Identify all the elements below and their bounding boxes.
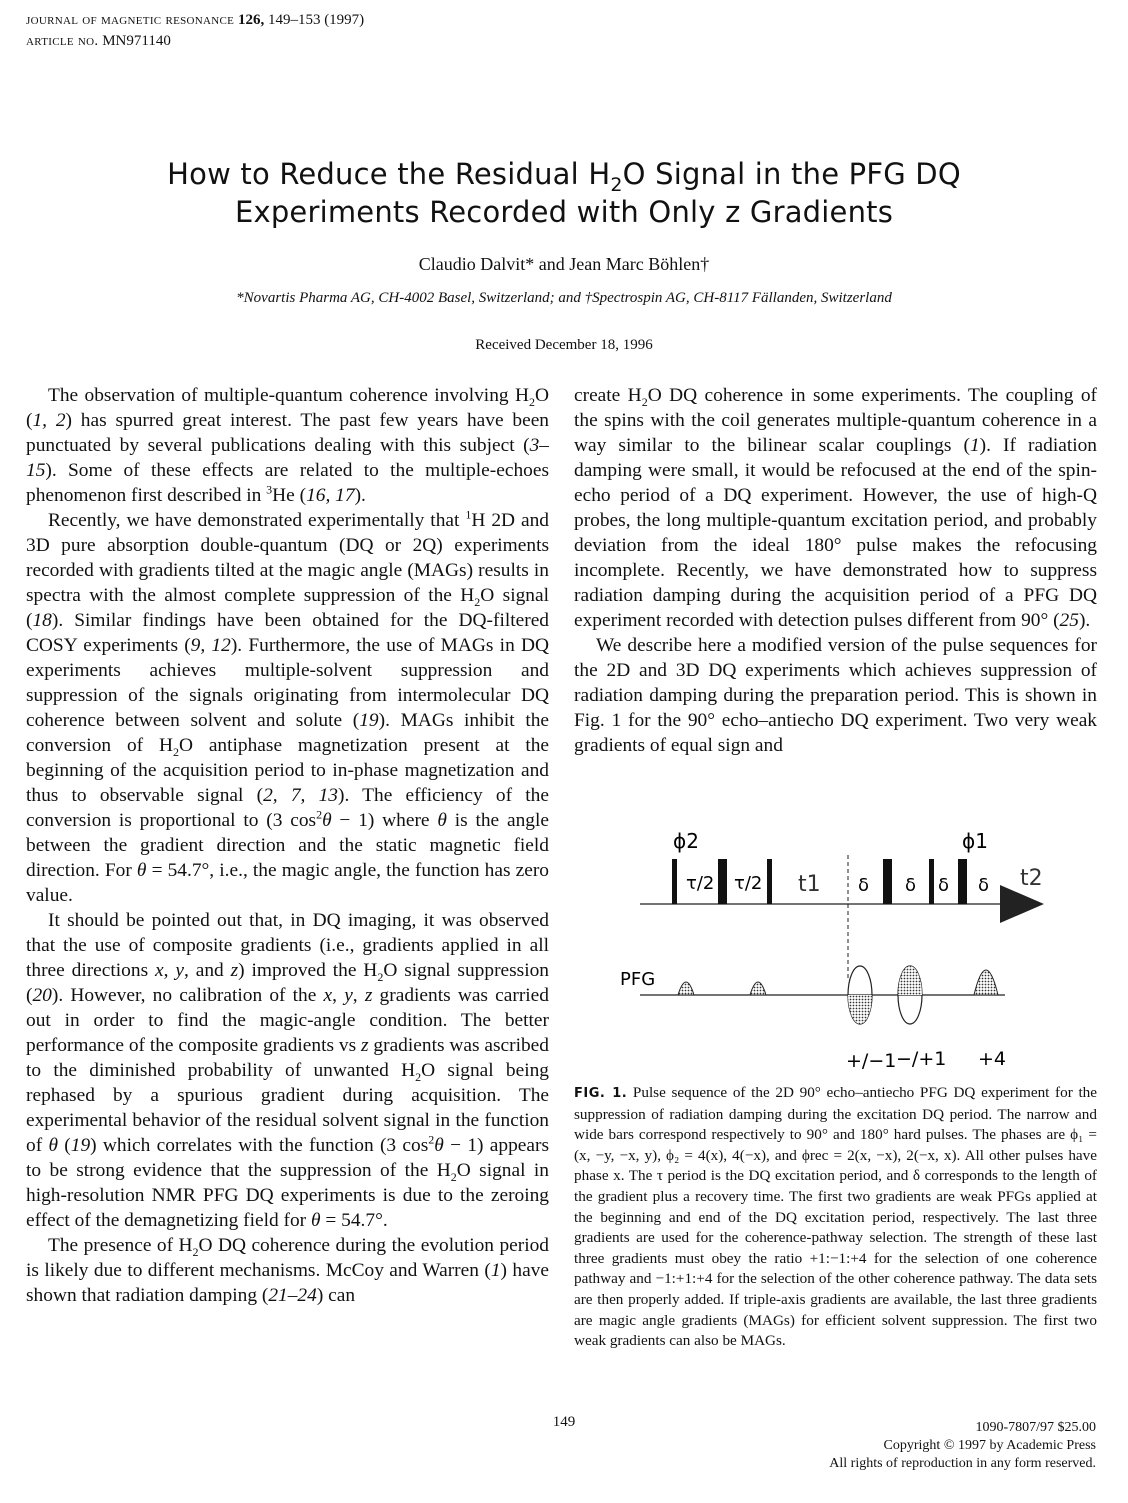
copyright-block xyxy=(829,1419,1096,1473)
delta-label: δ xyxy=(905,875,917,896)
received-date: Received December 18, 1996 xyxy=(475,337,653,353)
t2-label: t2 xyxy=(1020,866,1043,891)
pulse-180 xyxy=(958,859,967,904)
figure-caption xyxy=(574,1083,1097,1352)
journal-pages: 149–153 (1997) xyxy=(267,12,365,28)
tau-half-label: τ/2 xyxy=(686,873,715,894)
paragraph: It should be pointed out that, in DQ imaging, it was observed that the use of composite gradients (i.e., gradients applied in all three directions x, y, and z) improved the $H_2O$ signal suppression (20). However, no calibration of the x, y, z gradients was carried out in order to find the magic-angle condition. The better performance of the composite gradients vs z gradients was ascribed to the diminished probability of unwanted $H_2O$ signal being rephased by a spurious gradient during acquisition. The experimental behavior of the residual solvent signal in the function of θ (19) which correlates with the function (3 $\cos^2\theta - 1$) appears to be strong evidence that the suppression of the $H_2O$ signal in high-resolution NMR PFG DQ experiments is due to the zeroing effect of the demagnetizing field for θ = 54.7°. xyxy=(26,910,550,1231)
article-label: article no. xyxy=(26,33,99,49)
title-line-1: How to Reduce the Residual $H_2O$ Signal in the PFG DQ xyxy=(167,157,961,196)
pulse-180 xyxy=(883,859,892,904)
copyright-line: Copyright © 1997 by Academic Press xyxy=(883,1438,1096,1453)
gradient-ratio-label: +4 xyxy=(978,1048,1007,1070)
pulse-sequence-figure xyxy=(600,815,1070,1080)
body-column-left xyxy=(26,383,549,1308)
selection-gradient-1-fill xyxy=(848,995,872,1024)
body-column-right xyxy=(574,383,1097,758)
gradient-ratio-label: −/+1 xyxy=(896,1048,947,1070)
affiliations: *Novartis Pharma AG, CH-4002 Basel, Switzerland; and †Spectrospin AG, CH-8117 Fällanden, Switzerland xyxy=(236,290,892,306)
authors: Claudio Dalvit* and Jean Marc Böhlen† xyxy=(418,254,710,274)
delta-label: δ xyxy=(978,875,990,896)
journal-name: journal of magnetic resonance xyxy=(26,12,235,28)
weak-gradient xyxy=(750,982,766,995)
paragraph: The observation of multiple-quantum coherence involving $H_2O$ (1, 2) has spurred great interest. The past few years have been punctuated by several publications dealing with this subject (3–15). Some of these effects are related to the multiple-echoes phenomenon first described in $^3$He (16, 17). xyxy=(26,385,550,506)
paragraph: We describe here a modified version of the pulse sequences for the 2D and 3D DQ experiments which achieves suppression of radiation damping during the preparation period. This is shown in Fig. 1 for the 90° echo–antiecho DQ experiment. Two very weak gradients of equal sign and xyxy=(574,635,1097,756)
pulse-90 xyxy=(767,859,772,904)
pulse-90 xyxy=(929,859,934,904)
delta-label: δ xyxy=(858,875,870,896)
paragraph: create $H_2O$ DQ coherence in some experiments. The coupling of the spins with the coil generates multiple-quantum coherence in a way similar to the bilinear scalar couplings (1). If radiation damping were small, it would be refocused at the end of the spin-echo period of a DQ experiment. However, the use of high-Q probes, the long multiple-quantum excitation period, and probably deviation from the ideal 180° pulse makes the refocusing incomplete. Recently, we have demonstrated how to suppress radiation damping during the acquisition period of a PFG DQ experiment recorded with detection pulses different from 90° (25). xyxy=(574,385,1097,631)
journal-volume: 126, xyxy=(237,12,265,28)
weak-gradient xyxy=(678,982,694,995)
title-line-2: Experiments Recorded with Only z Gradients xyxy=(234,195,894,229)
journal-line xyxy=(26,10,364,31)
pulse-90 xyxy=(672,859,677,904)
article-line xyxy=(26,31,364,52)
running-header xyxy=(26,10,364,52)
selection-gradient-2-fill xyxy=(898,966,922,995)
paragraph: Recently, we have demonstrated experimentally that $^1$H 2D and 3D pure absorption double-quantum (DQ or 2Q) experiments recorded with gradients tilted at the magic angle (MAGs) results in spectra with the almost complete suppression of the $H_2O$ signal (18). Similar findings have been obtained for the DQ-filtered COSY experiments (9, 12). Furthermore, the use of MAGs in DQ experiments achieves multiple-solvent suppression and suppression of the signals originating from intermolecular DQ coherence between solvent and solute (19). MAGs inhibit the conversion of $H_2O$ antiphase magnetization present at the beginning of the acquisition period to in-phase magnetization and thus to observable signal (2, 7, 13). The efficiency of the conversion is proportional to (3 $\cos^2\theta - 1$) where θ is the angle between the gradient direction and the static magnetic field direction. For θ = 54.7°, i.e., the magic angle, the function has zero value. xyxy=(26,507,550,906)
pulse-180 xyxy=(718,859,727,904)
pfg-label: PFG xyxy=(620,969,656,990)
article-number: MN971140 xyxy=(102,33,171,49)
phi1-label: ϕ1 xyxy=(962,829,988,853)
phi2-label: ϕ2 xyxy=(673,829,699,853)
figure-label: FIG. 1. xyxy=(574,1086,628,1101)
tau-half-label: τ/2 xyxy=(734,873,763,894)
page-number: 149 xyxy=(552,1414,576,1430)
issn-price: 1090-7807/97 $25.00 xyxy=(975,1420,1096,1435)
caption-text: Pulse sequence of the 2D 90° echo–antiecho PFG DQ experiment for the suppression of radiation damping during the excitation DQ period. The narrow and wide bars correspond respectively to 90° and 180° hard pulses. The phases are ϕ₁ = (x, −y, −x, y), ϕ₂ = 4(x), 4(−x), and ϕrec = 2(x, −x), 2(−x, x). All other pulses have phase x. The τ period is the DQ excitation period, and δ corresponds to the length of the gradient plus a recovery time. The first two gradients are weak PFGs applied at the beginning and end of the DQ excitation period, respectively. The last three gradients are used for the coherence-pathway selection. The strength of these last three gradients must obey the ratio +1:−1:+4 for the selection of one coherence pathway and −1:+1:+4 for the selection of the other coherence pathway. The data sets are then properly added. If triple-axis gradients are available, the last three gradients are magic angle gradients (MAGs) for efficient solvent suppression. The first two weak gradients can also be MAGs. xyxy=(574,1084,1097,1350)
rights-line: All rights of reproduction in any form reserved. xyxy=(829,1456,1096,1471)
delta-label: δ xyxy=(938,875,950,896)
paper-title xyxy=(0,155,1128,231)
paragraph: The presence of $H_2O$ DQ coherence during the evolution period is likely due to different mechanisms. McCoy and Warren (1) have shown that radiation damping (21–24) can xyxy=(26,1235,549,1306)
gradient-ratio-label: +/−1 xyxy=(846,1050,897,1072)
selection-gradient-3 xyxy=(974,970,998,995)
t1-label: t1 xyxy=(798,872,821,897)
